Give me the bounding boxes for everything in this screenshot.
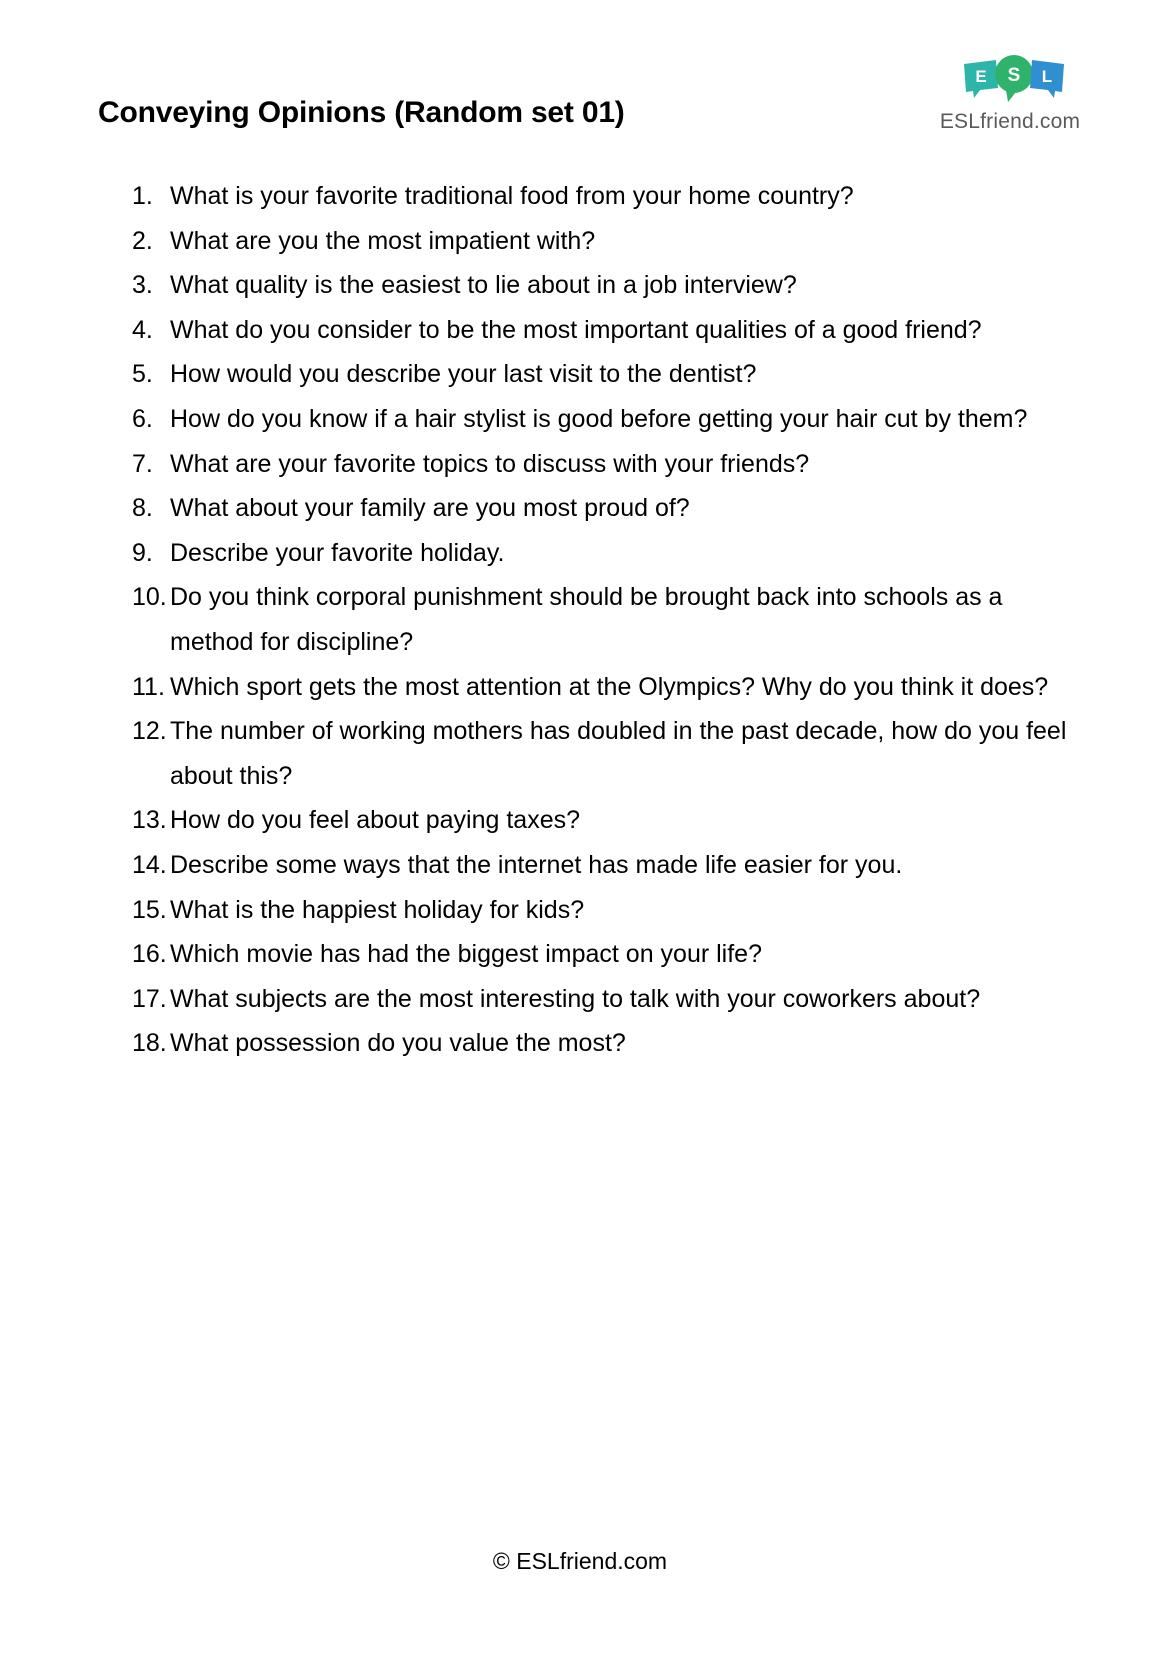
question-text: What about your family are you most proud of?	[170, 494, 690, 523]
question-number: 7.	[132, 449, 153, 478]
question-text: Which movie has had the biggest impact on your life?	[170, 940, 762, 969]
question-item	[132, 531, 1082, 576]
question-number: 17.	[132, 984, 167, 1013]
bubble-s	[995, 55, 1033, 102]
question-text: Describe your favorite holiday.	[170, 538, 505, 567]
question-text: The number of working mothers has doubled in the past decade, how do you feel about this?	[170, 717, 1067, 790]
question-number: 12.	[132, 717, 167, 746]
question-item	[132, 977, 1082, 1022]
question-item	[132, 174, 1082, 219]
question-item	[132, 308, 1082, 353]
question-number: 6.	[132, 404, 153, 433]
bubble-e	[964, 60, 998, 98]
question-number: 16.	[132, 940, 167, 969]
speech-bubbles-icon	[962, 52, 1066, 104]
question-number: 13.	[132, 806, 167, 835]
page-title: Conveying Opinions (Random set 01)	[98, 96, 625, 129]
question-item	[132, 665, 1082, 710]
question-number: 18.	[132, 1029, 167, 1058]
question-item	[132, 932, 1082, 977]
question-item	[132, 486, 1082, 531]
question-text: What are you the most impatient with?	[170, 226, 596, 255]
question-text: Do you think corporal punishment should be brought back into schools as a method for discipline?	[170, 583, 1003, 656]
question-text: What is the happiest holiday for kids?	[170, 895, 585, 924]
question-item	[132, 1021, 1082, 1066]
question-number: 4.	[132, 315, 153, 344]
question-item	[132, 397, 1082, 442]
question-number: 2.	[132, 226, 153, 255]
question-item	[132, 709, 1082, 798]
logo-letter-s: S	[1007, 65, 1021, 86]
question-number: 8.	[132, 494, 153, 523]
question-text: What possession do you value the most?	[170, 1029, 626, 1058]
question-text: How would you describe your last visit to the dentist?	[170, 360, 757, 389]
bubble-l	[1030, 60, 1064, 98]
logo-letter-e: E	[975, 67, 987, 86]
question-number: 14.	[132, 850, 167, 879]
question-item	[132, 575, 1082, 664]
question-number: 5.	[132, 360, 153, 389]
question-list	[132, 174, 1082, 1066]
question-number: 10.	[132, 583, 167, 612]
question-text: How do you know if a hair stylist is good before getting your hair cut by them?	[170, 404, 1028, 433]
question-text: Which sport gets the most attention at the Olympics? Why do you think it does?	[170, 672, 1049, 701]
question-number: 9.	[132, 538, 153, 567]
question-item	[132, 219, 1082, 264]
question-item	[132, 843, 1082, 888]
question-item	[132, 442, 1082, 487]
question-number: 3.	[132, 271, 153, 300]
question-number: 15.	[132, 895, 167, 924]
logo-text: ESLfriend.com	[939, 110, 1081, 133]
question-text: What are your favorite topics to discuss with your friends?	[170, 449, 810, 478]
question-text: How do you feel about paying taxes?	[170, 806, 580, 835]
footer-copyright: © ESLfriend.com	[492, 1548, 668, 1574]
question-item	[132, 798, 1082, 843]
question-text: What do you consider to be the most important qualities of a good friend?	[170, 315, 982, 344]
question-text: What subjects are the most interesting to talk with your coworkers about?	[170, 984, 981, 1013]
question-item	[132, 352, 1082, 397]
question-number: 11.	[132, 672, 165, 701]
question-text: What is your favorite traditional food from your home country?	[170, 182, 854, 210]
question-item	[132, 888, 1082, 933]
question-item	[132, 263, 1082, 308]
logo-letter-l: L	[1041, 67, 1053, 86]
question-text: Describe some ways that the internet has made life easier for you.	[170, 850, 903, 879]
esl-logo	[930, 52, 1090, 138]
question-number: 1.	[132, 182, 153, 210]
question-text: What quality is the easiest to lie about in a job interview?	[170, 271, 797, 300]
